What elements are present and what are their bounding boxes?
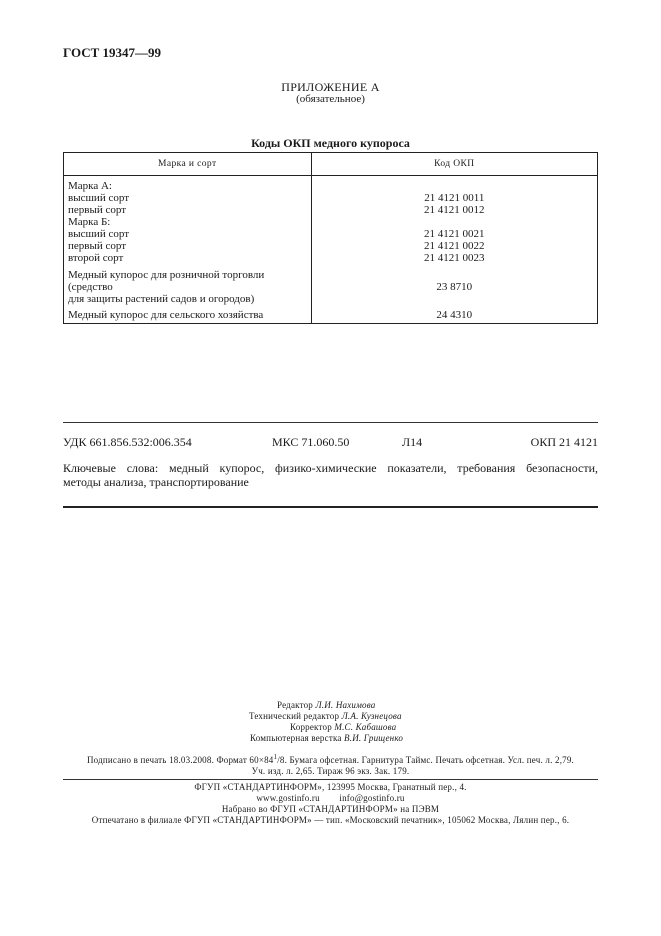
code-cell: 21 4121 0021 xyxy=(311,228,597,240)
grade-cell: второй сорт xyxy=(64,252,312,264)
standard-code: ГОСТ 19347—99 xyxy=(63,45,162,60)
code-cell: 21 4121 0012 xyxy=(311,204,597,216)
keywords-line-1: Ключевые слова: медный купорос, физико-химические показатели, требования безопасности, xyxy=(63,461,598,475)
keywords-line-2: методы анализа, транспортирование xyxy=(63,475,249,489)
tech-editor-line: Технический редактор Л.А. Кузнецова xyxy=(249,711,402,721)
appendix-title: ПРИЛОЖЕНИЕ А xyxy=(281,80,380,94)
table-row xyxy=(64,204,598,216)
table-row xyxy=(64,216,598,228)
code-cell: 24 4310 xyxy=(311,305,597,324)
signed-line: Подписано в печать 18.03.2008. Формат 60×84$^1$/8. Бумага офсетная. Гарнитура Таймс. Печать офсетная. Усл. печ. л. 2,79. xyxy=(86,753,574,765)
grade-cell: высший сорт xyxy=(64,228,312,240)
editor-line: Редактор Л.И. Нахимова xyxy=(277,700,376,710)
retail-label-line-2: для защиты растений садов и огородов) xyxy=(68,293,255,305)
table-row xyxy=(64,264,598,305)
brand-b-label: Марка Б: xyxy=(64,216,312,228)
publication-volume-line: Уч. изд. л. 2,65. Тираж 96 экз. Зак. 179. xyxy=(251,766,410,776)
table-header-row xyxy=(64,153,598,176)
layout-line: Компьютерная верстка В.И. Грищенко xyxy=(250,733,404,743)
printed-line: Отпечатано в филиале ФГУП «СТАНДАРТИНФОРМ» — тип. «Московский печатник», 105062 Москва, Лялин пер., 6. xyxy=(91,815,570,825)
keywords xyxy=(63,461,598,489)
publisher-line: ФГУП «СТАНДАРТИНФОРМ», 123995 Москва, Гранатный пер., 4. xyxy=(194,782,467,792)
column-header-grade: Марка и сорт xyxy=(64,153,312,176)
agri-label: Медный купорос для сельского хозяйства xyxy=(64,305,312,324)
editorial-credits xyxy=(0,700,661,744)
table-row xyxy=(64,176,598,193)
grade-cell: первый сорт xyxy=(64,204,312,216)
table-row xyxy=(64,252,598,264)
divider xyxy=(63,779,598,780)
okp-code: ОКП 21 4121 xyxy=(530,435,598,449)
mks-code: МКС 71.060.50 xyxy=(272,435,350,449)
table-title: Коды ОКП медного купороса xyxy=(251,136,410,150)
classification-group: Л14 xyxy=(402,435,423,449)
table-row xyxy=(64,305,598,324)
corrector-line: Корректор М.С. Кабашова xyxy=(290,722,397,732)
website-link[interactable]: www.gostinfo.ru xyxy=(256,793,320,803)
grade-cell: первый сорт xyxy=(64,240,312,252)
divider xyxy=(63,506,598,508)
code-cell: 21 4121 0022 xyxy=(311,240,597,252)
retail-label-line-1: Медный купорос для розничной торговли (средство xyxy=(68,269,265,293)
column-header-code: Код ОКП xyxy=(311,153,597,176)
code-cell: 21 4121 0011 xyxy=(311,192,597,204)
okp-codes-table xyxy=(63,152,598,324)
code-cell: 21 4121 0023 xyxy=(311,252,597,264)
code-cell: 23 8710 xyxy=(311,264,597,305)
email-link[interactable]: info@gostinfo.ru xyxy=(339,793,405,803)
print-details xyxy=(0,752,661,777)
table-row xyxy=(64,228,598,240)
publisher-info xyxy=(0,782,661,826)
appendix-subtitle: (обязательное) xyxy=(296,93,365,105)
udk-code: УДК 661.856.532:006.354 xyxy=(63,435,192,449)
typeset-line: Набрано во ФГУП «СТАНДАРТИНФОРМ» на ПЭВМ xyxy=(221,804,440,814)
contacts-line xyxy=(0,793,661,804)
divider xyxy=(63,422,598,423)
table-row xyxy=(64,192,598,204)
brand-a-label: Марка А: xyxy=(64,176,312,193)
grade-cell: высший сорт xyxy=(64,192,312,204)
table-row xyxy=(64,240,598,252)
